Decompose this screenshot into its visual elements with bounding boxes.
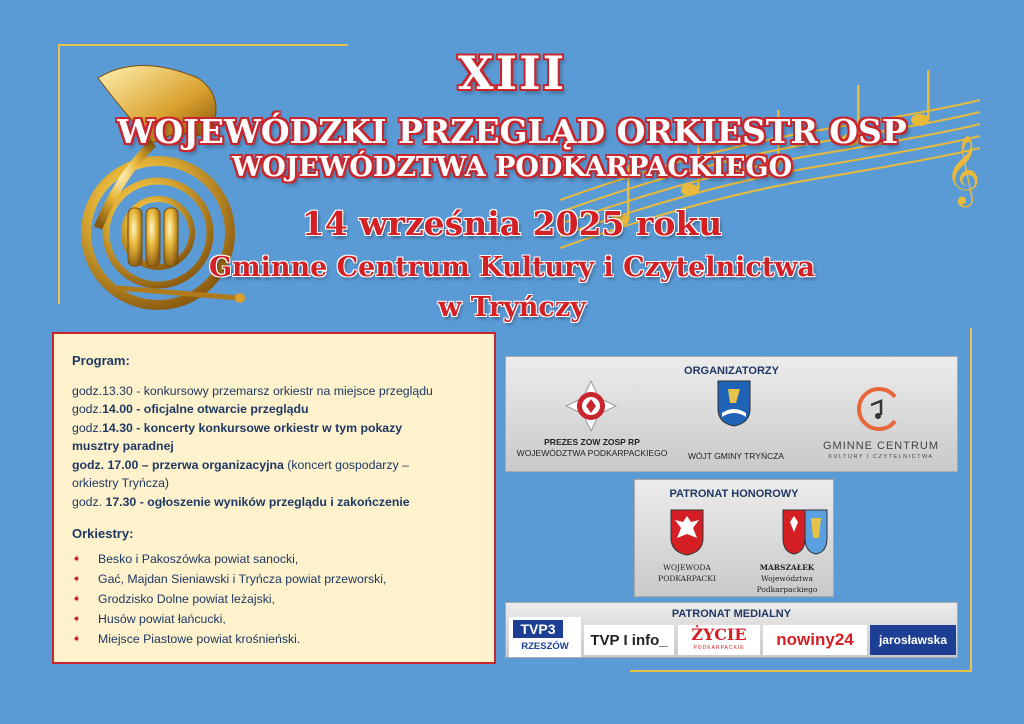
program-item-cont: orkiestry Tryńcza) xyxy=(72,476,170,490)
polish-eagle-icon xyxy=(669,508,705,556)
event-date: 14 września 2025 roku xyxy=(301,204,723,243)
organizers-title: ORGANIZATORZY xyxy=(684,365,779,377)
program-item-cont: musztry paradnej xyxy=(72,439,174,453)
podkarpackie-arms-icon xyxy=(781,508,829,556)
arrow-bullet-icon: ➧ xyxy=(72,633,82,646)
edition-number: XIII xyxy=(457,46,567,100)
honorary-title: PATRONAT HONOROWY xyxy=(669,488,799,500)
gck-logo-icon xyxy=(851,383,903,435)
fire-brigade-emblem-icon xyxy=(564,379,618,433)
honorary-panel xyxy=(634,479,834,597)
sub-title: WOJEWÓDZTWA PODKARPACKIEGO xyxy=(231,152,793,183)
honorary-1-caption: WOJEWODA PODKARPACKI xyxy=(658,563,716,583)
arrow-bullet-icon: ➧ xyxy=(72,553,82,566)
arrow-bullet-icon: ➧ xyxy=(72,593,82,606)
program-item: godz.14.00 - oficjalne otwarcie przeglądu xyxy=(72,402,309,416)
tvp3-logo: TVP3 RZESZÓW xyxy=(509,617,581,657)
program-item: godz. 17.00 – przerwa organizacyjna (koncert gospodarzy – xyxy=(72,457,409,472)
svg-text:𝄞: 𝄞 xyxy=(945,135,980,205)
honorary-2-caption: MARSZAŁEK Województwa Podkarpackiego xyxy=(756,563,818,594)
organizers-panel xyxy=(505,356,958,472)
arrow-bullet-icon: ➧ xyxy=(72,613,82,626)
program-item: godz.14.30 - koncerty konkursowe orkiestr w tym pokazy xyxy=(72,420,403,435)
organizer-3-caption: GMINNE CENTRUM KULTURY I CZYTELNICTWA xyxy=(822,440,940,460)
orchestras-heading: Orkiestry: xyxy=(72,526,134,541)
list-item: ➧ Gać, Majdan Sieniawski i Tryńcza powiat przeworski, xyxy=(72,570,480,590)
organizer-1-caption: PREZES ZOW ZOSP RP WOJEWÓDZTWA PODKARPACKIEGO xyxy=(516,437,668,458)
program-heading: Program: xyxy=(72,353,130,368)
organizer-2-caption: WÓJT GMINY TRYŃCZA xyxy=(687,451,785,461)
jaroslawska-logo: jarosławska xyxy=(870,625,956,655)
venue-town: w Tryńczy xyxy=(438,292,586,323)
venue-name: Gminne Centrum Kultury i Czytelnictwa xyxy=(208,252,816,283)
arrow-bullet-icon: ➧ xyxy=(72,573,82,586)
nowiny24-logo: nowiny24 xyxy=(763,625,867,655)
trynca-coat-of-arms-icon xyxy=(716,379,752,427)
list-item: ➧ Grodzisko Dolne powiat leżajski, xyxy=(72,590,480,610)
program-box xyxy=(52,332,496,664)
list-item: ➧ Besko i Pakoszówka powiat sanocki, xyxy=(72,550,480,570)
media-title: PATRONAT MEDIALNY xyxy=(671,608,792,620)
list-item: ➧ Miejsce Piastowe powiat krośnieński. xyxy=(72,630,480,650)
media-panel xyxy=(505,602,958,658)
frame-bottom-right xyxy=(630,670,972,672)
tvp-info-logo: TVP I info_ xyxy=(584,625,674,655)
program-item: godz. 17.30 - ogłoszenie wyników przeglądu i zakończenie xyxy=(72,494,410,509)
frame-right xyxy=(970,328,972,672)
main-title: WOJEWÓDZKI PRZEGLĄD ORKIESTR OSP xyxy=(117,112,907,151)
list-item: ➧ Husów powiat łańcucki, xyxy=(72,610,480,630)
zycie-logo: ŻYCIE PODKARPACKIE xyxy=(678,625,760,655)
program-item: godz.13.30 - konkursowy przemarsz orkiestr na miejsce przeglądu xyxy=(72,383,433,398)
